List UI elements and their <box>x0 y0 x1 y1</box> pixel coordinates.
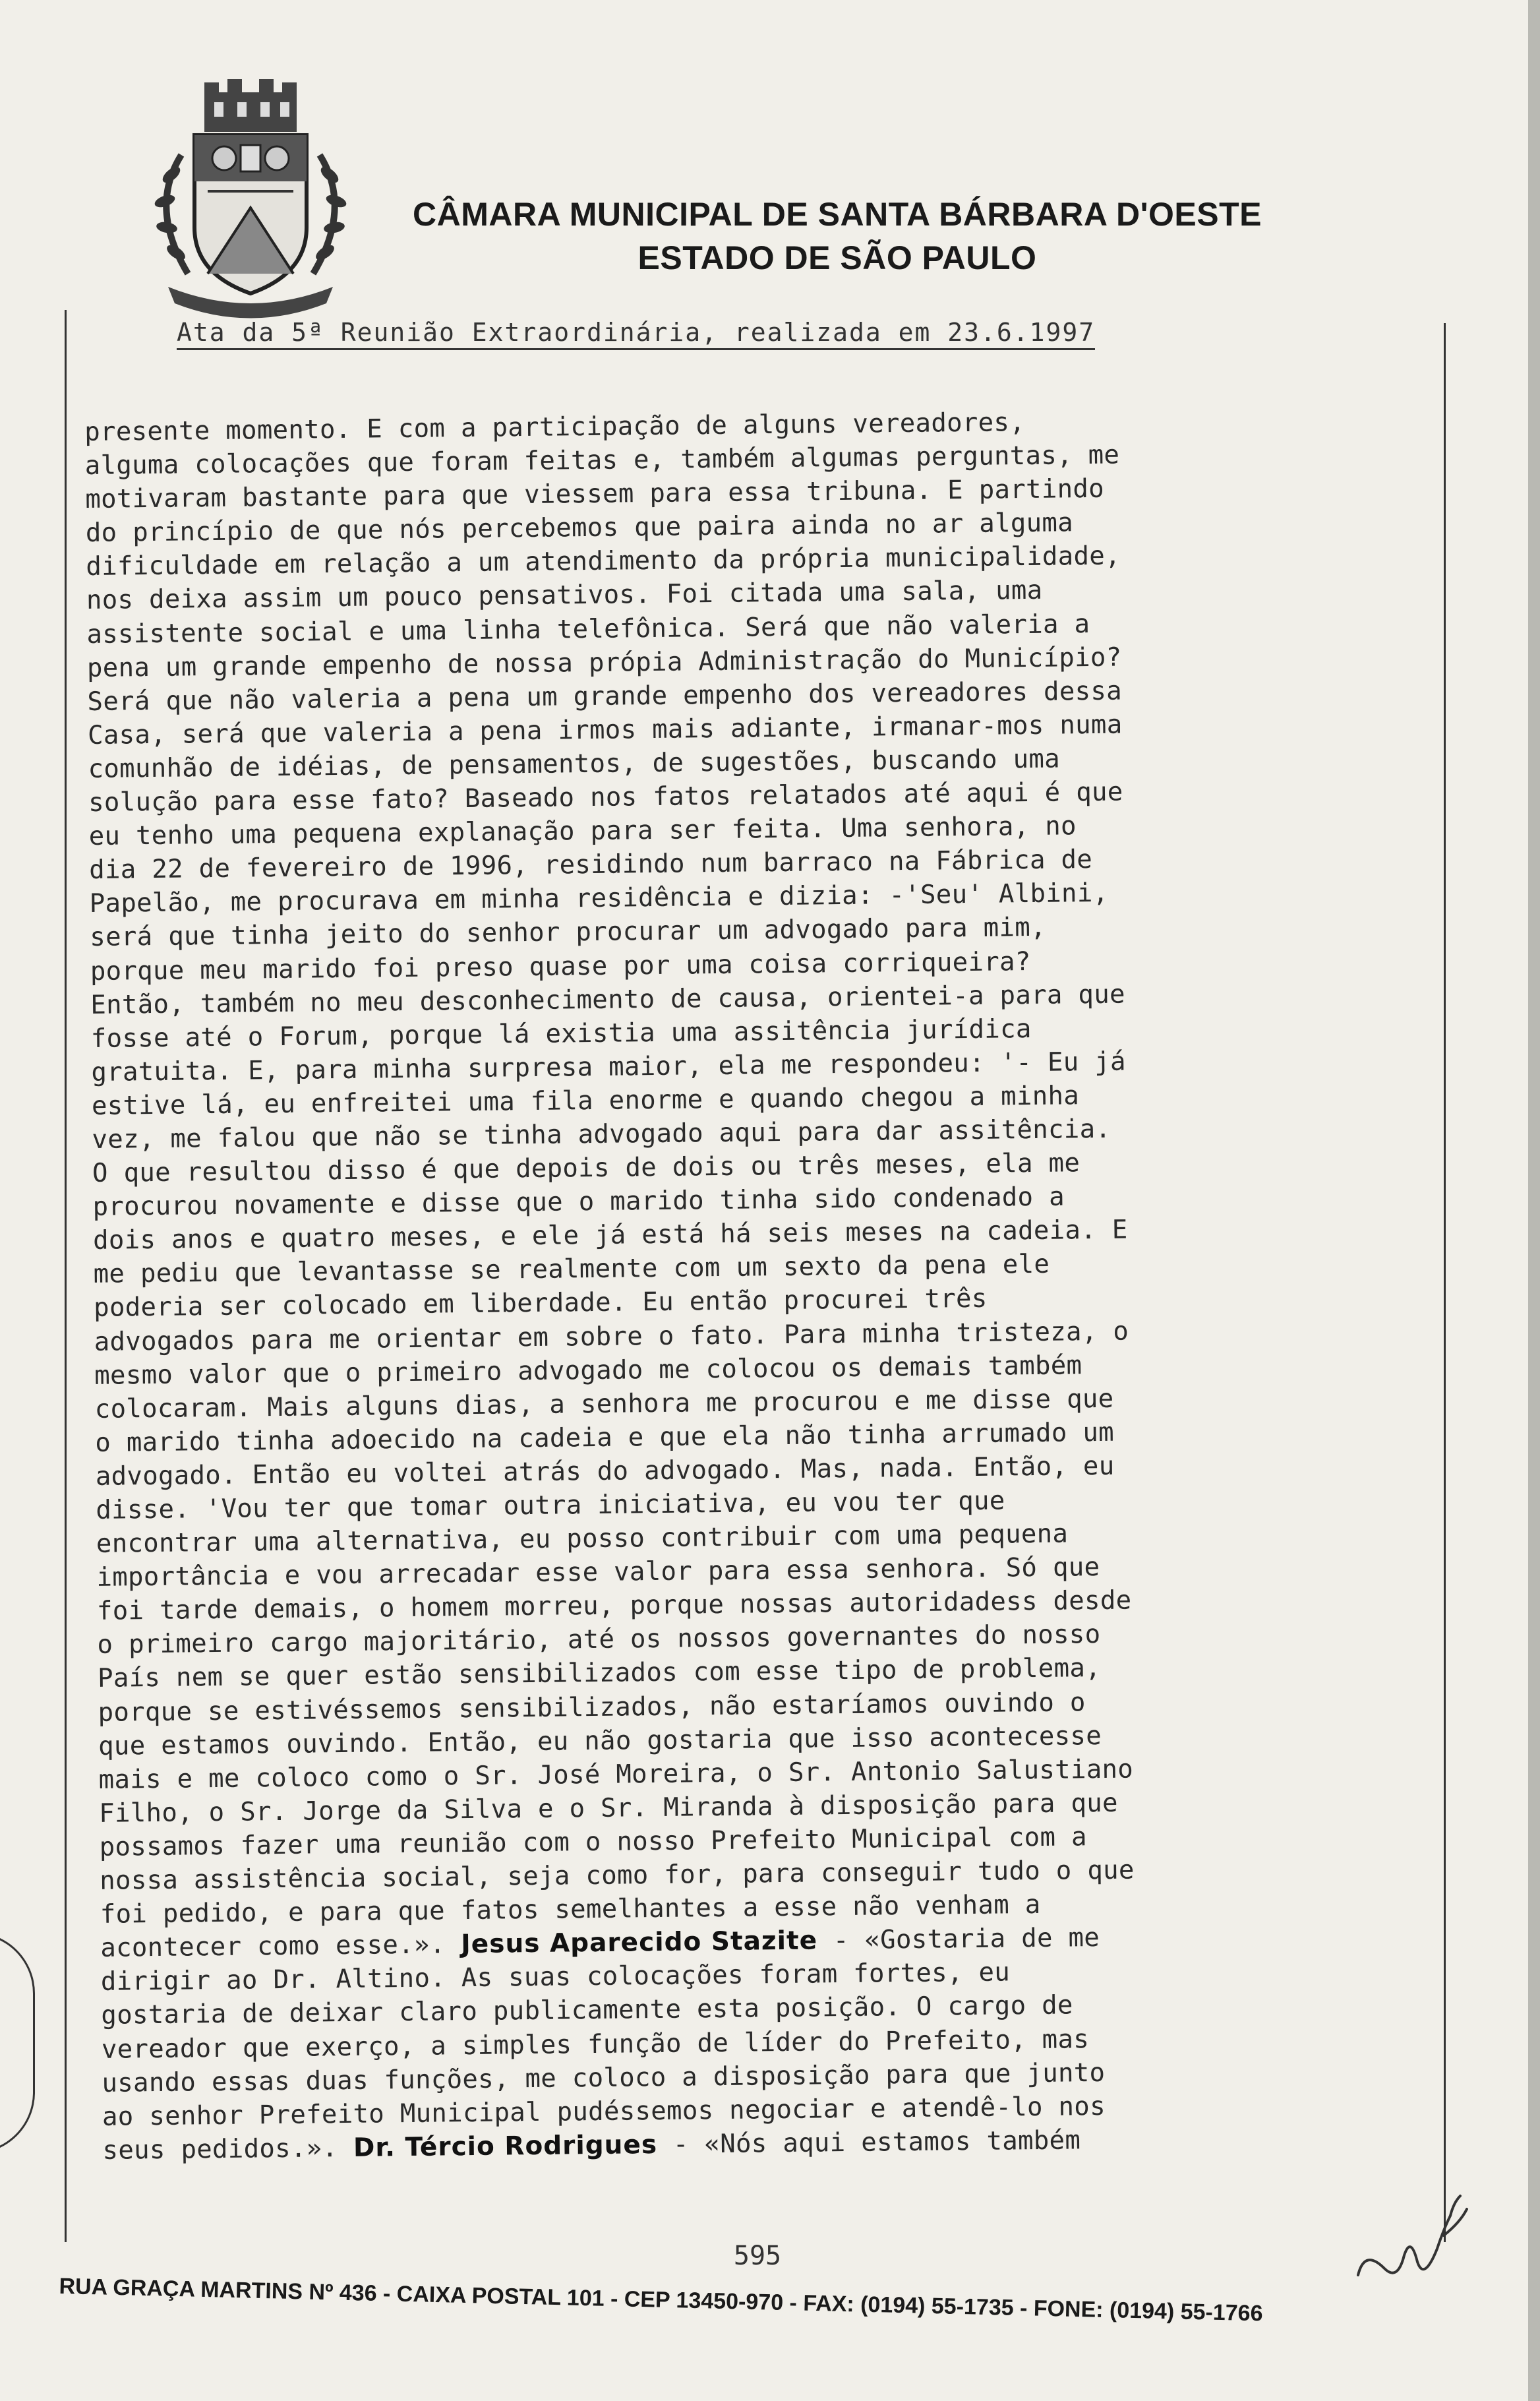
text-line-segment: gratuita. E, para minha surpresa maior, ela me respondeu: '- Eu já <box>91 1047 1127 1087</box>
text-line-segment: motivaram bastante para que viessem para essa tribuna. E partindo <box>85 473 1105 515</box>
text-line-segment: o primeiro cargo majoritário, até os nossos governantes do nosso <box>97 1620 1101 1660</box>
minutes-title <box>177 318 1297 347</box>
text-line-segment: dia 22 de fevereiro de 1996, residindo num barraco na Fábrica de <box>88 845 1093 886</box>
text-line-segment: nossa assistência social, seja como for, para conseguir tudo o que <box>100 1855 1135 1896</box>
text-line-segment: disse. 'Vou ter que tomar outra iniciativa, eu vou ter que <box>96 1486 1005 1525</box>
right-margin-rule <box>1444 323 1446 2242</box>
text-line-segment: advogado. Então eu voltei atrás do advogado. Mas, nada. Então, eu <box>95 1451 1115 1492</box>
speaker-name: Dr. Tércio Rodrigues <box>353 2129 658 2163</box>
text-line-segment: me pediu que levantasse se realmente com um sexto da pena ele <box>93 1250 1050 1290</box>
text-line-segment: advogados para me orientar em sobre o fato. Para minha tristeza, o <box>94 1316 1129 1357</box>
municipal-coat-of-arms-icon <box>142 76 359 320</box>
text-line-segment: eu tenho uma pequena explanação para ser feita. Uma senhora, no <box>88 811 1077 852</box>
page-edge <box>1528 0 1540 2401</box>
text-line-segment: colocaram. Mais alguns dias, a senhora me procurou e me disse que <box>94 1383 1114 1424</box>
text-line-segment: que estamos ouvindo. Então, eu não gostaria que isso acontecesse <box>98 1720 1102 1761</box>
text-line-segment: usando essas duas funções, me coloco a disposição para que junto <box>102 2057 1106 2098</box>
left-margin-rule <box>65 310 67 2242</box>
text-line-segment: O que resultou disso é que depois de dois ou três meses, ela me <box>92 1148 1081 1188</box>
text-line-segment: comunhão de idéias, de pensamentos, de sugestões, buscando uma <box>88 744 1061 784</box>
text-line-segment: o marido tinha adoecido na cadeia e que ela não tinha arrumado um <box>95 1417 1115 1458</box>
footer-address: RUA GRAÇA MARTINS Nº 436 - CAIXA POSTAL 101 - CEP 13450-970 - FAX: (0194) 55-1735 - FONE: (0194) 55-1766 <box>59 2274 1263 2326</box>
text-line-segment: será que tinha jeito do senhor procurar um advogado para mim, <box>90 913 1047 953</box>
text-line-segment: estive lá, eu enfreitei uma fila enorme e quando chegou a minha <box>91 1081 1080 1121</box>
text-line-segment: ao senhor Prefeito Municipal pudéssemos negociar e atendê-lo nos <box>102 2091 1106 2132</box>
text-line-segment: foi tarde demais, o homem morreu, porque nossas autoridadess desde <box>96 1585 1132 1627</box>
text-line-segment: mais e me coloco como o Sr. José Moreira, o Sr. Antonio Salustiano <box>98 1754 1134 1795</box>
text-line-segment: Papelão, me procurava em minha residência e dizia: -'Seu' Albini, <box>89 878 1109 919</box>
page-number: 595 <box>733 2241 782 2271</box>
text-line-segment: - «Gostaria de me <box>817 1923 1100 1956</box>
text-line-segment: - «Nós aqui estamos também <box>657 2125 1081 2160</box>
header-line-1: CÂMARA MUNICIPAL DE SANTA BÁRBARA D'OESTE <box>413 196 1262 233</box>
handwritten-signature-icon <box>1345 2176 1477 2295</box>
text-line-segment: País nem se quer estão sensibilizados com esse tipo de problema, <box>97 1653 1102 1694</box>
text-line-segment: foi pedido, e para que fatos semelhantes a esse não venham a <box>100 1890 1041 1930</box>
text-line-segment: pena um grande empenho de nossa própia Administração do Município? <box>86 642 1122 683</box>
text-line-segment: encontrar uma alternativa, eu posso contribuir com uma pequena <box>96 1519 1069 1559</box>
text-line-segment: seus pedidos.». <box>102 2133 338 2166</box>
text-line-segment: fosse até o Forum, porque lá existia uma assitência jurídica <box>90 1014 1032 1054</box>
text-line-segment: Filho, o Sr. Jorge da Silva e o Sr. Miranda à disposição para que <box>98 1788 1119 1829</box>
text-line-segment: Casa, será que valeria a pena irmos mais adiante, irmanar-mos numa <box>87 710 1123 750</box>
text-line-segment: procurou novamente e disse que o marido tinha sido condenado a <box>92 1182 1065 1223</box>
header-line-2: ESTADO DE SÃO PAULO <box>637 239 1037 276</box>
minutes-body <box>84 402 1421 2168</box>
text-line-segment: poderia ser colocado em liberdade. Eu então procurei três <box>93 1284 988 1323</box>
text-line-segment: presente momento. E com a participação de alguns vereadores, <box>84 408 1026 447</box>
speaker-name: Jesus Aparecido Stazite <box>461 1926 818 1960</box>
text-line-segment: importância e vou arrecadar esse valor para essa senhora. Só que <box>96 1552 1100 1593</box>
text-line-segment: vereador que exerço, a simples função de líder do Prefeito, mas <box>101 2024 1090 2065</box>
text-line-segment: Então, também no meu desconhecimento de causa, orientei-a para que <box>90 979 1125 1020</box>
text-line-segment: assistente social e uma linha telefônica. Será que não valeria a <box>86 609 1090 650</box>
text-line-segment: dirigir ao Dr. Altino. As suas colocações foram fortes, eu <box>100 1957 1011 1997</box>
text-line-segment: nos deixa assim um pouco pensativos. Foi citada uma sala, uma <box>86 576 1043 616</box>
text-line-segment: porque meu marido foi preso quase por uma coisa corriqueira? <box>90 946 1031 987</box>
text-line-segment: dois anos e quatro meses, e ele já está há seis meses na cadeia. E <box>92 1215 1128 1256</box>
text-line-segment: alguma colocações que foram feitas e, também algumas perguntas, me <box>84 440 1120 481</box>
text-line-segment: acontecer como esse.». <box>100 1930 446 1964</box>
text-line-segment: dificuldade em relação a um atendimento da própria municipalidade, <box>86 541 1121 582</box>
text-line-segment: solução para esse fato? Baseado nos fatos relatados até aqui é que <box>88 777 1123 818</box>
text-line-segment: vez, me falou que não se tinha advogado aqui para dar assitência. <box>92 1114 1111 1155</box>
binding-mark <box>0 1932 35 2154</box>
text-line-segment: gostaria de deixar claro publicamente esta posição. O cargo de <box>101 1990 1073 2031</box>
minutes-title-text: Ata da 5ª Reunião Extraordinária, realizada em 23.6.1997 <box>177 318 1095 350</box>
text-line-segment: Será que não valeria a pena um grande empenho dos vereadores dessa <box>87 676 1123 717</box>
chamber-header <box>369 193 1305 280</box>
text-line-segment: possamos fazer uma reunião com o nosso Prefeito Municipal com a <box>99 1822 1088 1862</box>
text-line-segment: porque se estivéssemos sensibilizados, não estaríamos ouvindo o <box>98 1687 1086 1728</box>
text-line-segment: do princípio de que nós percebemos que paira ainda no ar alguma <box>85 508 1074 549</box>
text-line-segment: mesmo valor que o primeiro advogado me colocou os demais também <box>94 1350 1082 1391</box>
